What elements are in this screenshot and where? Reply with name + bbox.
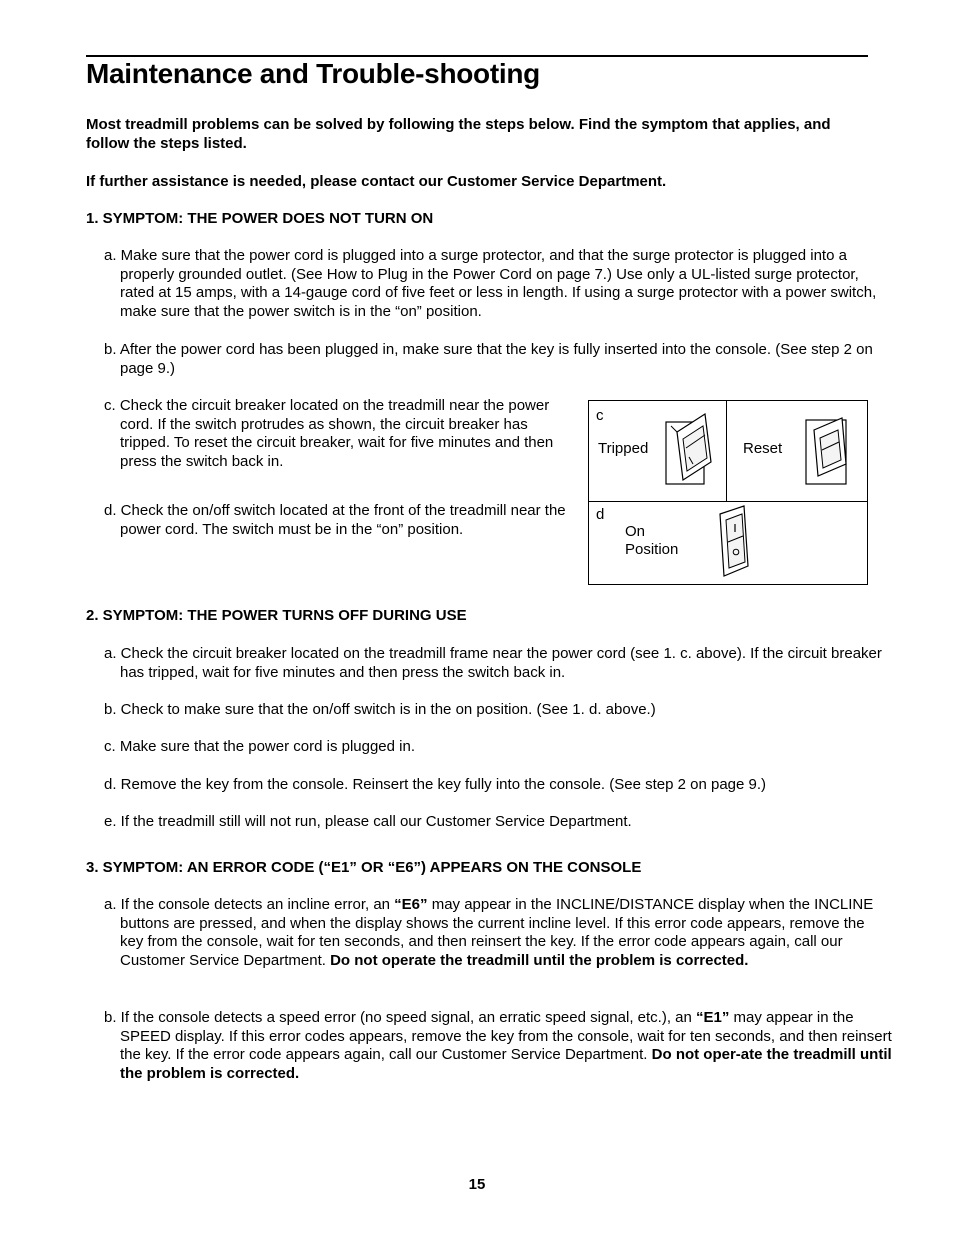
symptom-3-heading: 3. SYMPTOM: AN ERROR CODE (“E1” OR “E6”) APPEARS ON THE CONSOLE [86,859,642,876]
symptom-1-step-d: d. Check the on/off switch located at the front of the treadmill near the power cord. The switch must be in the “on” position. [104,502,566,538]
assistance-paragraph: If further assistance is needed, please contact our Customer Service Department. [86,173,667,190]
step-b-text: b. If the console detects a speed error (no speed signal, an erratic speed signal, etc.), an [104,1009,697,1026]
symptom-1-heading: 1. SYMPTOM: THE POWER DOES NOT TURN ON [86,210,434,227]
top-rule [86,55,868,57]
step-a-warning: Do not operate the treadmill until the problem is corrected. [330,951,749,969]
step-b-text-cont: may appear in the SPEED display. If this error codes appears, remove the key from the console, wait for ten seconds, and then reinsert the key. If the error code appears again, call our Customer Service Department. [120,1009,892,1064]
symptom-1-step-c: c. Check the circuit breaker located on the treadmill near the power cord. If the switch protrudes as shown, the circuit breaker has tripped. To reset the circuit breaker, wait for five minutes and then press the switch back in. [104,397,554,470]
symptom-3-step-b [104,1009,892,1083]
symptom-2-step-d: d. Remove the key from the console. Reinsert the key fully into the console. (See step 2 on page 9.) [104,776,767,793]
switch-figure [588,400,868,585]
page-number: 15 [468,1176,486,1193]
on-position-line2: Position [625,541,679,558]
symptom-2-step-c: c. Make sure that the power cord is plugged in. [104,738,416,755]
symptom-2-step-b: b. Check to make sure that the on/off switch is in the on position. (See 1. d. above.) [104,701,656,718]
symptom-2-heading: 2. SYMPTOM: THE POWER TURNS OFF DURING USE [86,607,467,624]
error-code-e1: “E1” [696,1009,730,1026]
on-position-line1: On [625,523,646,540]
step-a-text: a. If the console detects an incline error, an [104,896,395,913]
step-b-warning: Do not oper-ate the treadmill until the problem is corrected. [120,1046,892,1082]
symptom-2-step-a: a. Check the circuit breaker located on the treadmill frame near the power cord (see 1. c. above). If the circuit breaker has tripped, wait for five minutes and then press the switch back in. [104,645,882,681]
on-off-switch-icon [716,504,752,578]
step-a-text-cont: may appear in the INCLINE/DISTANCE display when the INCLINE buttons are pressed, and when the display shows the current incline level. If this error code appears, remove the key from the console, wait for ten seconds, and then reinsert the key. If the error code appears again, call our Customer Service Department. [120,896,874,969]
tripped-label: Tripped [598,440,649,457]
page-title: Maintenance and Trouble-shooting [86,58,540,89]
intro-paragraph: Most treadmill problems can be solved by following the steps below. Find the symptom that applies, and follow the steps listed. [86,116,831,152]
symptom-1-step-a: a. Make sure that the power cord is plugged into a surge protector, and that the surge protector is plugged into a properly grounded outlet. (See How to Plug in the Power Cord on page 7.) Use only a UL-listed surge protector, rated at 15 amps, with a 14-gauge cord of five feet or less in length. If using a surge protector with a power switch, make sure that the power switch is in the “on” position. [104,247,877,320]
reset-label: Reset [743,440,783,457]
symptom-3-step-a [104,896,892,970]
error-code-e6: “E6” [394,896,428,913]
figure-divider-horizontal [589,501,867,502]
figure-c-label: c [596,407,604,424]
tripped-breaker-icon [665,412,713,488]
symptom-2-step-e: e. If the treadmill still will not run, please call our Customer Service Department. [104,813,632,830]
reset-breaker-icon [804,412,852,488]
figure-d-label: d [596,506,605,523]
symptom-1-step-b: b. After the power cord has been plugged in, make sure that the key is fully inserted into the console. (See step 2 on page 9.) [104,341,873,377]
figure-divider-vertical [726,401,727,501]
